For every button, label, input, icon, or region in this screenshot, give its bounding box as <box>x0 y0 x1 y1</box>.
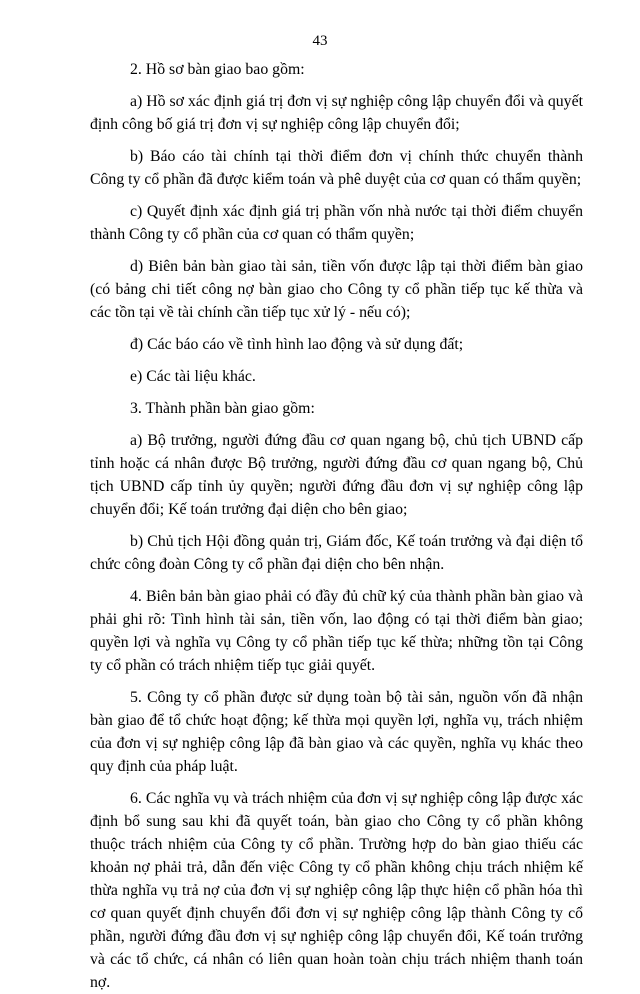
section-2-item-e: e) Các tài liệu khác. <box>130 368 256 385</box>
section-2-heading: 2. Hồ sơ bàn giao bao gồm: <box>130 61 305 78</box>
section-2-item-b: b) Báo cáo tài chính tại thời điểm đơn vị chính thức chuyển thành Công ty cổ phần đã được kiểm toán và phê duyệt của cơ quan có thẩm quyền; <box>90 148 583 188</box>
section-2-item-d: d) Biên bản bàn giao tài sản, tiền vốn được lập tại thời điểm bàn giao (có bảng chi tiết công nợ bàn giao cho Công ty cổ phần tiếp tục kế thừa và các tồn tại về tài chính cần tiếp tục xử lý - nếu có); <box>90 258 583 321</box>
section-3-item-a: a) Bộ trưởng, người đứng đầu cơ quan ngang bộ, chủ tịch UBND cấp tỉnh hoặc cá nhân được Bộ trưởng, người đứng đầu cơ quan ngang bộ, Chủ tịch UBND cấp tỉnh ủy quyền; người đứng đầu đơn vị sự nghiệp công lập chuyển đổi; Kế toán trưởng đại diện cho bên giao; <box>90 432 583 518</box>
section-3-item-b: b) Chủ tịch Hội đồng quản trị, Giám đốc, Kế toán trưởng và đại diện tổ chức công đoàn Công ty cổ phần đại diện cho bên nhận. <box>90 533 583 573</box>
section-6-paragraph: 6. Các nghĩa vụ và trách nhiệm của đơn vị sự nghiệp công lập được xác định bổ sung sau khi đã quyết toán, bàn giao cho Công ty cổ phần không thuộc trách nhiệm của Công ty cổ phần. Trường hợp do bàn giao thiếu các khoản nợ phải trả, dẫn đến việc Công ty cổ phần không chịu trách nhiệm kế thừa nghĩa vụ trả nợ của đơn vị sự nghiệp công lập thực hiện cổ phần hóa thì cơ quan quyết định chuyển đổi đơn vị sự nghiệp công lập thành Công ty cổ phần, người đứng đầu đơn vị sự nghiệp công lập chuyển đổi, Kế toán trưởng và các tổ chức, cá nhân có liên quan hoàn toàn chịu trách nhiệm thanh toán nợ. <box>90 790 583 991</box>
section-2-item-a: a) Hồ sơ xác định giá trị đơn vị sự nghiệp công lập chuyển đổi và quyết định công bố giá trị đơn vị sự nghiệp công lập chuyển đổi; <box>90 93 583 133</box>
page-number: 43 <box>312 33 328 49</box>
section-3-heading: 3. Thành phần bàn giao gồm: <box>130 400 315 417</box>
section-4-paragraph: 4. Biên bản bàn giao phải có đầy đủ chữ ký của thành phần bàn giao và phải ghi rõ: Tình hình tài sản, tiền vốn, lao động có tại thời điểm bàn giao; quyền lợi và nghĩa vụ Công ty cổ phần tiếp tục kế thừa; những tồn tại Công ty cổ phần có trách nhiệm tiếp tục giải quyết. <box>90 588 583 674</box>
section-5-paragraph: 5. Công ty cổ phần được sử dụng toàn bộ tài sản, nguồn vốn đã nhận bàn giao để tổ chức hoạt động; kế thừa mọi quyền lợi, nghĩa vụ, trách nhiệm của đơn vị sự nghiệp công lập đã bàn giao và các quyền, nghĩa vụ khác theo quy định của pháp luật. <box>90 689 583 775</box>
section-2-item-c: c) Quyết định xác định giá trị phần vốn nhà nước tại thời điểm chuyển thành Công ty cổ phần của cơ quan có thẩm quyền; <box>90 203 583 243</box>
section-2-item-dd: đ) Các báo cáo về tình hình lao động và sử dụng đất; <box>130 336 464 353</box>
document-body <box>90 58 583 994</box>
